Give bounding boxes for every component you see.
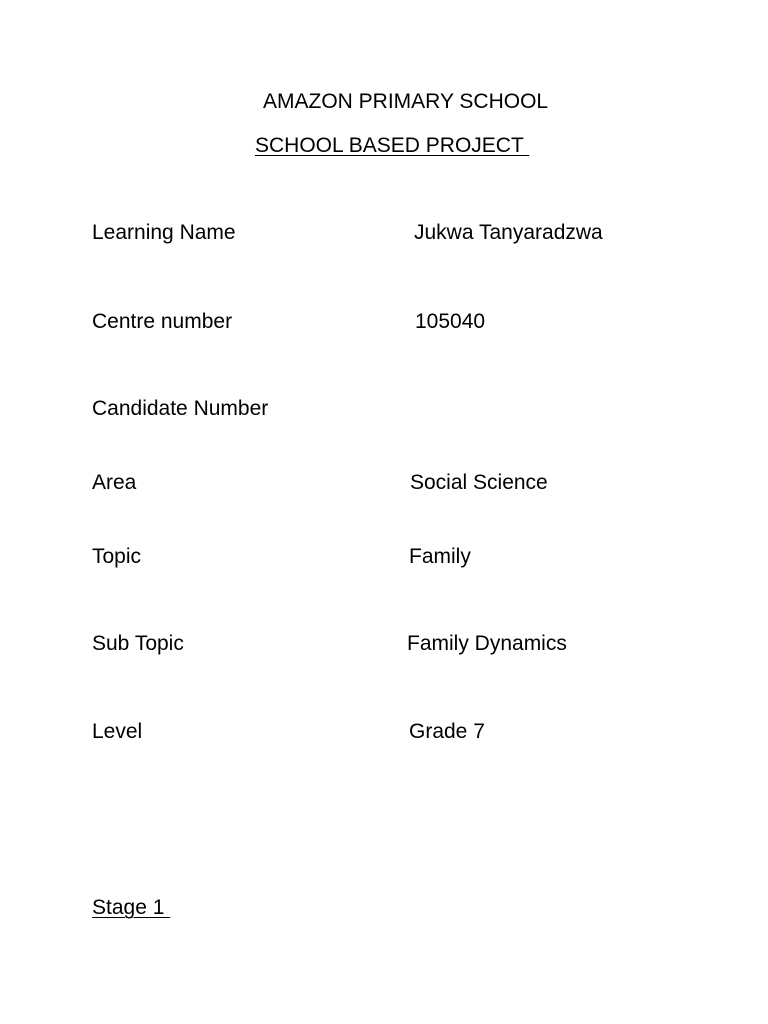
field-label-topic: Topic [92,545,142,568]
field-label-area: Area [92,471,137,494]
project-title: SCHOOL BASED PROJECT [255,134,530,157]
field-value-learning-name: Jukwa Tanyaradzwa [414,221,603,244]
stage-heading: Stage 1 [92,896,171,919]
field-label-sub-topic: Sub Topic [92,632,184,655]
field-label-learning-name: Learning Name [92,221,236,244]
field-value-sub-topic: Family Dynamics [407,632,567,655]
field-value-topic: Family [409,545,471,568]
field-label-centre-number: Centre number [92,310,233,333]
field-value-area: Social Science [410,471,548,494]
field-value-level: Grade 7 [409,720,485,743]
field-value-centre-number: 105040 [415,310,486,333]
field-label-level: Level [92,720,143,743]
field-label-candidate-number: Candidate Number [92,397,269,420]
school-name: AMAZON PRIMARY SCHOOL [263,90,549,113]
